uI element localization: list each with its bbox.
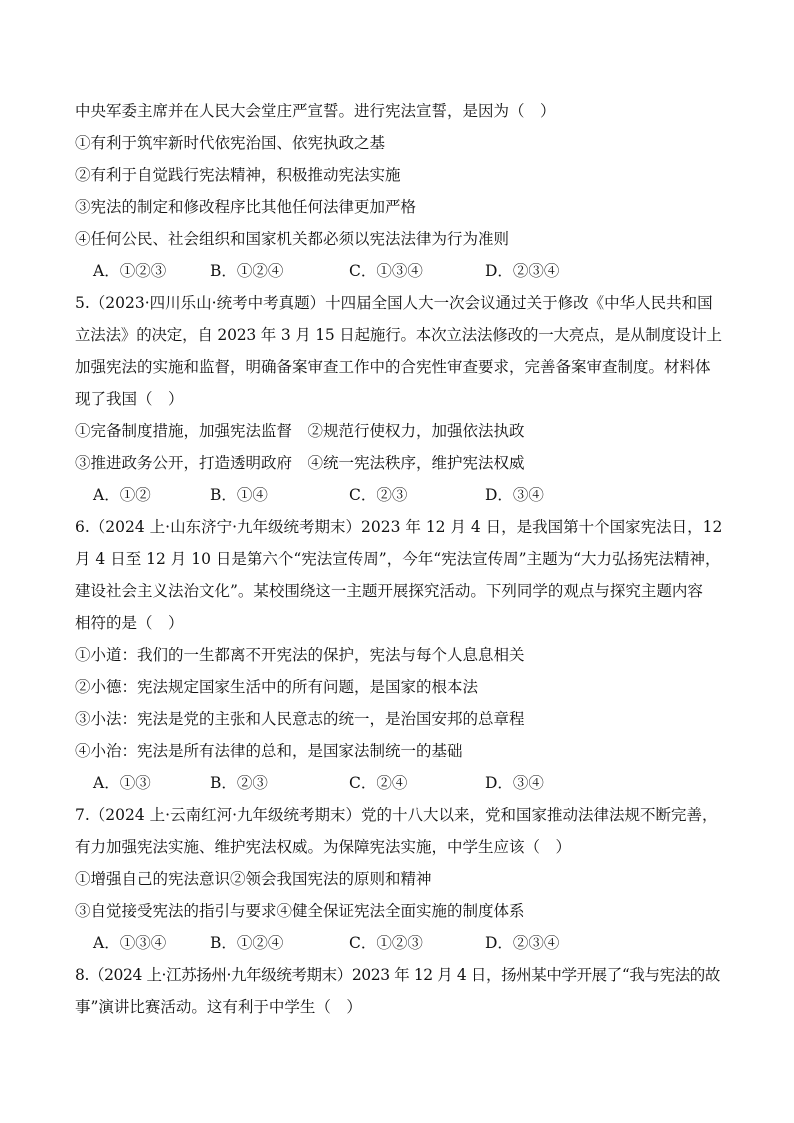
q6-item-1: ①小道：我们的一生都离不开宪法的保护，宪法与每个人息息相关: [75, 646, 525, 664]
q4-item-2: ②有利于自觉践行宪法精神，积极推动宪法实施: [75, 166, 401, 184]
q6-stem-line-1: 6.（2024 上·山东济宁·九年级统考期末）2023 年 12 月 4 日，是我国第十个国家宪法日，12: [75, 518, 723, 536]
q6-item-4: ④小治：宪法是所有法律的总和，是国家法制统一的基础: [75, 742, 463, 760]
q5-option-b: B．①④: [210, 486, 268, 504]
q6-option-b: B．②③: [210, 774, 268, 792]
q6-stem-line-4: 相符的是（ ）: [75, 614, 184, 632]
q6-stem-line-2: 月 4 日至 12 月 10 日是第六个“宪法宣传周”，今年“宪法宣传周”主题为“大力弘扬宪法精神，: [75, 550, 721, 568]
q4-item-1: ①有利于筑牢新时代依宪治国、依宪执政之基: [75, 134, 386, 152]
q6-option-a: A．①③: [93, 774, 151, 792]
q6-option-d: D．③④: [485, 774, 544, 792]
q6-stem-line-3: 建设社会主义法治文化”。某校围绕这一主题开展探究活动。下列同学的观点与探究主题内容: [75, 582, 703, 600]
q7-option-d: D．②③④: [485, 934, 560, 952]
q5-option-c: C．②③: [349, 486, 408, 504]
q5-stem-line-2: 立法法》的决定，自 2023 年 3 月 15 日起施行。本次立法法修改的一大亮点，是从制度设计上: [75, 326, 722, 344]
q8-stem-line-1: 8.（2024 上·江苏扬州·九年级统考期末）2023 年 12 月 4 日，扬州某中学开展了“我与宪法的故: [75, 966, 721, 984]
q7-items-line-1: ①增强自己的宪法意识②领会我国宪法的原则和精神: [75, 870, 432, 888]
q4-option-a: A．①②③: [93, 262, 167, 280]
q7-option-b: B．①②④: [210, 934, 284, 952]
q5-items-line-1: ①完备制度措施，加强宪法监督 ②规范行使权力，加强依法执政: [75, 422, 525, 440]
q5-option-a: A．①②: [93, 486, 151, 504]
q4-option-c: C．①③④: [349, 262, 423, 280]
q4-item-3: ③宪法的制定和修改程序比其他任何法律更加严格: [75, 198, 417, 216]
q5-option-d: D．③④: [485, 486, 544, 504]
q5-stem-line-1: 5.（2023·四川乐山·统考中考真题）十四届全国人大一次会议通过关于修改《中华人民共和国: [75, 294, 713, 312]
q5-stem-line-4: 现了我国（ ）: [75, 390, 184, 408]
q5-items-line-2: ③推进政务公开，打造透明政府 ④统一宪法秩序，维护宪法权威: [75, 454, 525, 472]
q7-option-c: C．①②③: [349, 934, 423, 952]
q7-stem-line-2: 有力加强宪法实施、维护宪法权威。为保障宪法实施，中学生应该（ ）: [75, 838, 572, 856]
q4-option-b: B．①②④: [210, 262, 284, 280]
q6-option-c: C．②④: [349, 774, 408, 792]
q4-option-d: D．②③④: [485, 262, 560, 280]
q5-stem-line-3: 加强宪法的实施和监督，明确备案审查工作中的合宪性审查要求，完善备案审查制度。材料体: [75, 358, 711, 376]
q7-option-a: A．①③④: [93, 934, 167, 952]
q7-stem-line-1: 7.（2024 上·云南红河·九年级统考期末）党的十八大以来，党和国家推动法律法规不断完善，: [75, 806, 718, 824]
q7-items-line-2: ③自觉接受宪法的指引与要求④健全保证宪法全面实施的制度体系: [75, 902, 525, 920]
q8-stem-line-2: 事”演讲比赛活动。这有利于中学生（ ）: [75, 998, 362, 1016]
q6-item-2: ②小德：宪法规定国家生活中的所有问题，是国家的根本法: [75, 678, 479, 696]
q6-item-3: ③小法：宪法是党的主张和人民意志的统一，是治国安邦的总章程: [75, 710, 525, 728]
q4-item-4: ④任何公民、社会组织和国家机关都必须以宪法法律为行为准则: [75, 230, 510, 248]
q4-stem: 中央军委主席并在人民大会堂庄严宣誓。进行宪法宣誓，是因为（ ）: [75, 102, 556, 120]
